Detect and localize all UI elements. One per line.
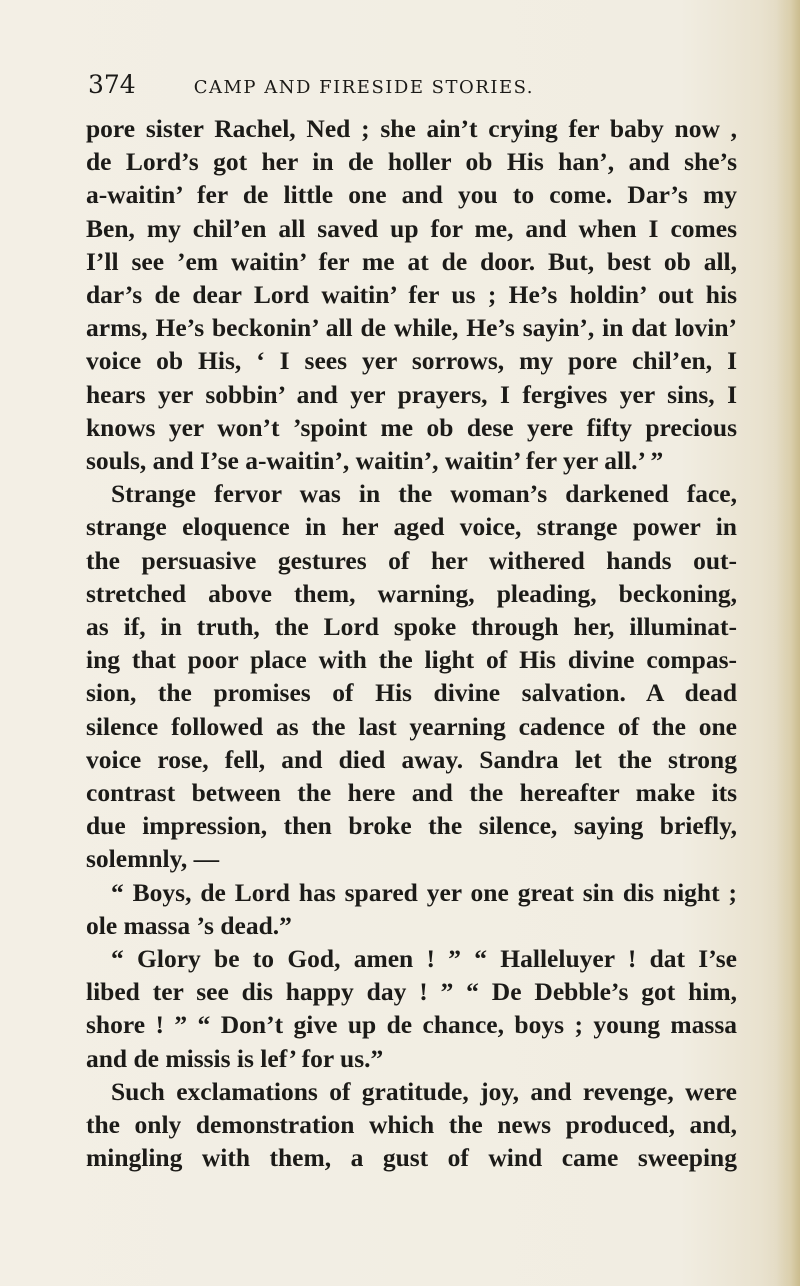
text-line: contrast between the here and the hereafter make its bbox=[86, 778, 737, 808]
text-line: dar’s de dear Lord waitin’ fer us ; He’s holdin’ out his bbox=[86, 280, 737, 310]
text-line: Such exclamations of gratitude, joy, and revenge, were bbox=[111, 1076, 737, 1106]
text-line: as if, in truth, the Lord spoke through her, illuminat- bbox=[86, 612, 737, 642]
text-line: “ Boys, de Lord has spared yer one great sin dis night ; bbox=[111, 877, 737, 907]
running-head: CAMP AND FIRESIDE STORIES. bbox=[193, 77, 534, 98]
text-line: a-waitin’ fer de little one and you to come. Dar’s my bbox=[86, 180, 737, 210]
text-line: sion, the promises of His divine salvation. A dead bbox=[86, 678, 737, 708]
text-line: pore sister Rachel, Ned ; she ain’t crying fer baby now , bbox=[86, 114, 737, 143]
text-line: hears yer sobbin’ and yer prayers, I fergives yer sins, I bbox=[86, 379, 737, 409]
text-line: I’ll see ’em waitin’ fer me at de door. But, best ob all, bbox=[86, 246, 737, 276]
text-line: voice ob His, ‘ I sees yer sorrows, my pore chil’en, I bbox=[86, 346, 737, 376]
text-line: silence followed as the last yearning cadence of the one bbox=[86, 711, 737, 741]
text-line: ole massa ’s dead.” bbox=[86, 910, 292, 940]
text-line: shore ! ” “ Don’t give up de chance, boys ; young massa bbox=[86, 1010, 737, 1040]
text-line: the only demonstration which the news produced, and, bbox=[86, 1110, 737, 1140]
text-line: due impression, then broke the silence, saying briefly, bbox=[86, 811, 737, 841]
text-line: strange eloquence in her aged voice, strange power in bbox=[86, 512, 737, 542]
text-line: mingling with them, a gust of wind came sweeping bbox=[86, 1143, 737, 1173]
paragraph bbox=[86, 876, 737, 942]
text-line: stretched above them, warning, pleading, beckoning, bbox=[86, 578, 737, 608]
text-line: solemnly, — bbox=[86, 844, 220, 874]
paragraph bbox=[86, 477, 737, 875]
text-line: Ben, my chil’en all saved up for me, and when I comes bbox=[86, 213, 737, 243]
text-line: libed ter see dis happy day ! ” “ De Debble’s got him, bbox=[86, 977, 737, 1007]
text-line: voice rose, fell, and died away. Sandra let the strong bbox=[86, 744, 737, 774]
paragraph bbox=[86, 112, 737, 477]
text-line: “ Glory be to God, amen ! ” “ Halleluyer ! dat I’se bbox=[111, 944, 737, 974]
page-header bbox=[88, 70, 534, 114]
paragraph bbox=[86, 942, 737, 1075]
body-text bbox=[86, 112, 737, 1175]
text-line: knows yer won’t ’spoint me ob dese yere fifty precious bbox=[86, 412, 737, 442]
page-edge-shadow bbox=[776, 0, 800, 1286]
text-line: and de missis is lef’ for us.” bbox=[86, 1043, 384, 1073]
page-number: 374 bbox=[88, 70, 136, 99]
paragraph bbox=[86, 1075, 737, 1175]
text-line: de Lord’s got her in de holler ob His han’, and she’s bbox=[86, 147, 737, 177]
text-line: arms, He’s beckonin’ all de while, He’s sayin’, in dat lovin’ bbox=[86, 313, 737, 343]
text-line: souls, and I’se a-waitin’, waitin’, waitin’ fer yer all.’ ” bbox=[86, 446, 664, 476]
text-line: the persuasive gestures of her withered hands out- bbox=[86, 545, 737, 575]
text-line: ing that poor place with the light of His divine compas- bbox=[86, 645, 737, 675]
text-line: Strange fervor was in the woman’s darkened face, bbox=[111, 479, 737, 509]
